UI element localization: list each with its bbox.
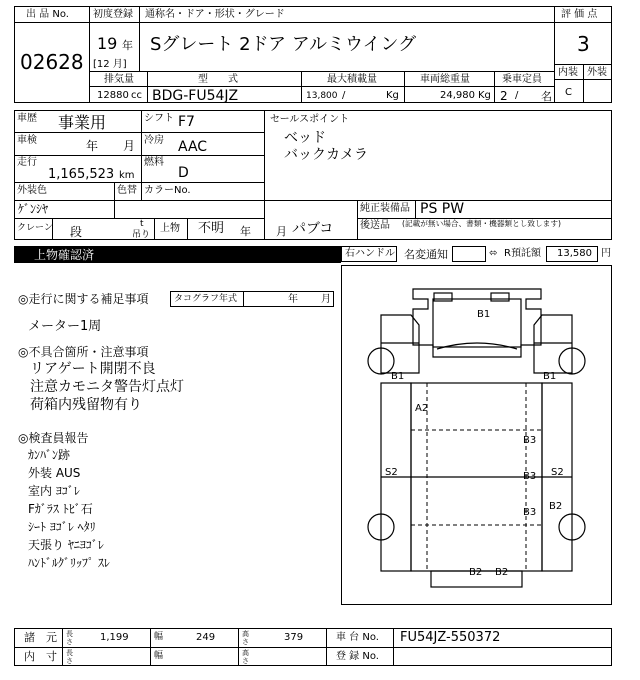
- displacement-value: 12880: [97, 90, 129, 101]
- inspection-year-unit: 年: [86, 139, 99, 153]
- damage-mark: B1: [543, 371, 557, 382]
- max-load-label: 最大積載量: [327, 74, 377, 85]
- car-name: Sグレート 2ドア アルミウイング: [150, 34, 417, 55]
- width-label: 幅: [154, 632, 164, 642]
- inspection-month-unit: 月: [123, 139, 136, 153]
- inspector-item: ｶﾝﾊﾞﾝ跡: [28, 448, 71, 462]
- first-reg-label: 初度登録: [93, 9, 133, 20]
- damage-mark: S2: [551, 467, 564, 478]
- registration-label: 登 録 No.: [336, 651, 379, 662]
- body-value: 不明: [198, 221, 225, 236]
- interior-grade: C: [565, 87, 572, 98]
- height-value: 379: [284, 632, 304, 643]
- height-label: 高さ: [242, 630, 249, 646]
- max-load-sep: /: [342, 90, 346, 101]
- tacho-month-unit: 月: [321, 294, 331, 305]
- truck-diagram: [341, 265, 612, 605]
- inspection-label: 車検: [17, 135, 37, 146]
- history-label: 車歴: [17, 113, 37, 124]
- std-equip-label: 純正装備品: [360, 203, 410, 214]
- shift-value: F7: [178, 114, 195, 130]
- displacement-unit: cc: [131, 90, 142, 101]
- gross-weight-value: 24,980: [440, 90, 475, 101]
- name-change-box: [452, 246, 486, 262]
- damage-mark: A2: [415, 403, 429, 414]
- inner-height-label: 高さ: [242, 649, 249, 665]
- exterior-label: 外装: [587, 67, 607, 78]
- inspector-item: ﾊﾝﾄﾞﾙｸﾞﾘｯﾌﾟ ｽﾚ: [28, 556, 110, 570]
- grade-value: 3: [577, 32, 590, 56]
- capacity-unit: 名: [541, 90, 552, 103]
- crane-hang: 吊り: [132, 230, 151, 240]
- grade-label: 評 価 点: [561, 9, 598, 20]
- name-change-label: 名変通知: [404, 248, 448, 261]
- length-value: 1,199: [100, 632, 129, 643]
- damage-mark: B1: [477, 309, 491, 320]
- inspector-item: ｼｰﾄ ﾖｺﾞﾚ ﾍﾀﾘ: [28, 520, 96, 534]
- tachograph-label: タコグラフ年式: [174, 294, 238, 304]
- fuel-label: 燃料: [144, 157, 164, 168]
- right-hand-label: 右ハンドル: [345, 248, 395, 259]
- mileage-unit: km: [119, 170, 135, 181]
- crane-ton-unit: t: [140, 219, 144, 229]
- crane-stage: 段: [70, 225, 83, 239]
- damage-mark: B2: [469, 567, 483, 578]
- ac-value: AAC: [178, 139, 208, 155]
- max-load-value: 13,800: [306, 91, 338, 101]
- gross-weight-label: 車両総重量: [420, 74, 470, 85]
- yen-label: 円: [601, 248, 611, 259]
- damage-mark: S2: [385, 467, 398, 478]
- std-equip-value: PS PW: [420, 201, 465, 217]
- interior-label: 内装: [558, 67, 578, 78]
- damage-mark: B1: [391, 371, 405, 382]
- body-year-unit: 年: [240, 225, 251, 238]
- lot-label: 出 品 No.: [26, 9, 69, 20]
- deposit-arrow: ⬄: [489, 248, 498, 259]
- model-label: 型 式: [198, 74, 238, 85]
- driving-title: ◎走行に関する補足事項: [18, 292, 149, 306]
- width-value: 249: [196, 632, 216, 643]
- reg-year: 19: [97, 34, 118, 53]
- inner-width-label: 幅: [154, 651, 164, 661]
- tacho-year-unit: 年: [288, 294, 298, 305]
- crane-label: クレーン: [17, 223, 53, 233]
- ext-color-label: 外装色: [17, 185, 47, 196]
- aftermarket-note: (記載が無い場合、書類・機器類とし致します): [402, 220, 561, 229]
- body-month-unit: 月: [276, 225, 287, 238]
- cab-hatch: [491, 293, 509, 301]
- inspector-item: 室内 ﾖｺﾞﾚ: [28, 484, 80, 498]
- cab-side-right: [534, 315, 572, 373]
- reg-year-unit: 年: [122, 39, 133, 52]
- inspector-item: 外装 AUS: [28, 466, 81, 480]
- aftermarket-label: 後送品: [360, 220, 390, 231]
- r-deposit-label: R預託額: [504, 248, 541, 259]
- lot-number: 02628: [20, 50, 84, 74]
- damage-mark: B3: [523, 471, 537, 482]
- sales-point-1: ベッド: [284, 130, 326, 146]
- inner-size-label: 内 寸: [24, 650, 57, 663]
- sales-label: セールスポイント: [270, 114, 350, 125]
- chassis-value: FU54JZ-550372: [400, 630, 501, 645]
- r-deposit-amount: 13,580: [557, 248, 592, 259]
- capacity-value: 2: [500, 89, 508, 103]
- inspector-title: ◎検査員報告: [18, 431, 89, 445]
- gross-weight-unit: Kg: [478, 90, 491, 101]
- inner-length-label: 長さ: [66, 649, 73, 665]
- cab-hatch: [434, 293, 452, 301]
- name-label: 通称名・ドア・形状・グレード: [145, 9, 285, 20]
- damage-mark: B3: [523, 435, 537, 446]
- spec-label: 諸 元: [24, 631, 57, 644]
- max-load-unit: Kg: [386, 90, 399, 101]
- body-maker: パブコ: [292, 221, 334, 237]
- mileage-label: 走行: [17, 157, 37, 168]
- driving-item: メーター1周: [28, 319, 102, 334]
- ext-color-value: ｹﾞﾝｼﾔ: [18, 202, 49, 216]
- sales-point-2: バックカメラ: [284, 147, 368, 163]
- history-value: 事業用: [58, 113, 107, 132]
- shift-label: シフト: [144, 113, 174, 124]
- defect-item: 荷箱内残留物有り: [30, 397, 142, 413]
- defect-item: リアゲート開閉不良: [30, 361, 156, 377]
- reg-month: [12 月]: [93, 59, 127, 70]
- model-value: BDG-FU54JZ: [152, 88, 239, 104]
- ac-label: 冷房: [144, 135, 164, 146]
- fuel-value: D: [178, 165, 189, 181]
- color-change-label: 色替: [117, 185, 137, 196]
- damage-mark: B2: [549, 501, 563, 512]
- body-label: 上物: [160, 223, 180, 234]
- inspector-item: Fｶﾞﾗｽ ﾄﾋﾞ石: [28, 502, 93, 516]
- displacement-label: 排気量: [104, 74, 134, 85]
- mileage-value: 1,165,523: [48, 167, 115, 182]
- defect-item: 注意カモニタ警告灯点灯: [30, 379, 184, 395]
- defect-title: ◎不具合箇所・注意事項: [18, 345, 149, 359]
- capacity-sep: /: [515, 90, 519, 101]
- damage-mark: B2: [495, 567, 509, 578]
- color-code-label: カラーNo.: [144, 185, 191, 196]
- length-label: 長さ: [66, 630, 73, 646]
- chassis-label: 車 台 No.: [336, 632, 379, 643]
- cab-roof: [433, 299, 521, 347]
- inspector-item: 天張り ﾔﾆﾖｺﾞﾚ: [28, 538, 104, 552]
- damage-mark: B3: [523, 507, 537, 518]
- confirm-header-text: 上物確認済: [34, 248, 95, 262]
- capacity-label: 乗車定員: [502, 74, 542, 85]
